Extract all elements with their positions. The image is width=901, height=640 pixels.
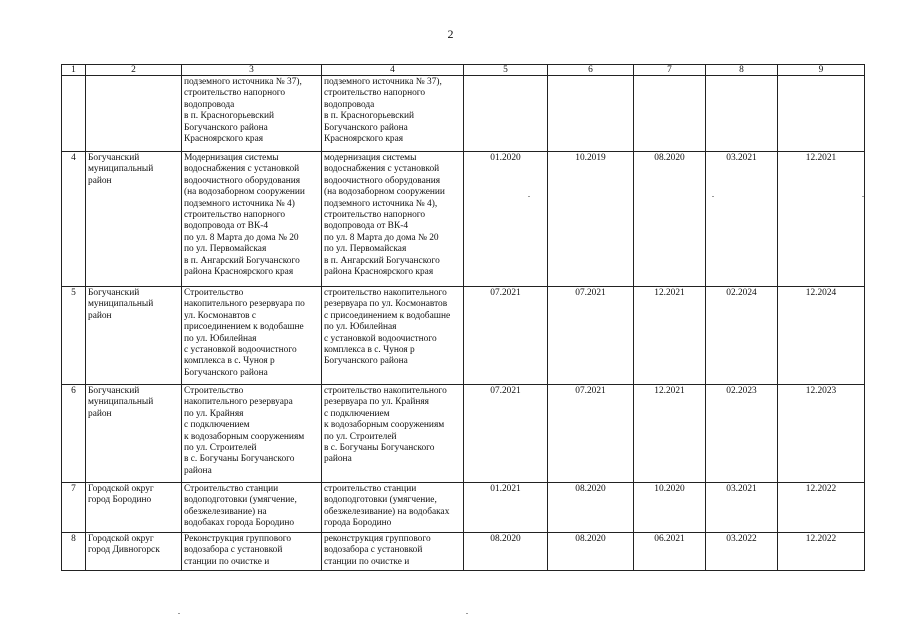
object-cell: Модернизация системы водоснабжения с установкой водоочистного оборудования (на водозаборном сооружении подземного источника № 4) строительство напорного водопровода от ВК-4 по ул. 8 Марта до дома № 20 по ул. Первомайская в п. Ангарский Богучанского района Красноярского края — [182, 152, 322, 287]
date-cell-9 — [778, 76, 865, 152]
page-number: 2 — [447, 27, 454, 41]
date-cell-8: 02.2023 — [706, 385, 778, 483]
col-header-2: 2 — [86, 65, 182, 76]
object-cell: Строительство накопительного резервуара по ул. Крайняя с подключением к водозаборным сооружениям по ул. Строителей в с. Богучаны Богучанского района — [182, 385, 322, 483]
date-cell-6: 07.2021 — [548, 287, 634, 385]
object-detail-cell: модернизация системы водоснабжения с установкой водоочистного оборудования (на водозаборном сооружении подземного источника № 4), строительство напорного водопровода от ВК-4 по ул. 8 Марта до дома № 20 по ул. Первомайская в п. Ангарский Богучанского района Красноярского края — [322, 152, 464, 287]
date-cell-8: 03.2021 — [706, 483, 778, 533]
object-cell: Строительство накопительного резервуара по ул. Космонавтов с присоединением к водобашне по ул. Юбилейная с установкой водоочистного комплекса в с. Чуноя р Богучанского района — [182, 287, 322, 385]
col-header-3: 3 — [182, 65, 322, 76]
date-cell-8: 03.2021 — [706, 152, 778, 287]
date-cell-6: 08.2020 — [548, 533, 634, 571]
col-header-8: 8 — [706, 65, 778, 76]
municipality-cell: Богучанский муниципальный район — [86, 385, 182, 483]
row-number: 5 — [62, 287, 86, 385]
date-cell-9: 12.2021 — [778, 152, 865, 287]
object-cell: Строительство станции водоподготовки (умягчение, обезжелезивание) на водобаках города Бородино — [182, 483, 322, 533]
row-number: 7 — [62, 483, 86, 533]
date-cell-7: 10.2020 — [634, 483, 706, 533]
date-cell-8: 02.2024 — [706, 287, 778, 385]
date-cell-9: 12.2024 — [778, 287, 865, 385]
table-row — [62, 483, 865, 533]
date-cell-7: 08.2020 — [634, 152, 706, 287]
date-cell-6: 08.2020 — [548, 483, 634, 533]
date-cell-6 — [548, 76, 634, 152]
date-cell-9: 12.2022 — [778, 533, 865, 571]
object-detail-cell: строительство накопительного резервуара по ул. Космонавтов с присоединением к водобашне по ул. Юбилейная с установкой водоочистного комплекса в с. Чуноя р Богучанского района — [322, 287, 464, 385]
date-cell-7: 06.2021 — [634, 533, 706, 571]
table-row — [62, 533, 865, 571]
table-row — [62, 287, 865, 385]
table-row — [62, 385, 865, 483]
col-header-6: 6 — [548, 65, 634, 76]
date-cell-5: 01.2020 — [464, 152, 548, 287]
municipality-cell: Богучанский муниципальный район — [86, 287, 182, 385]
object-detail-cell: строительство накопительного резервуара по ул. Крайняя с подключением к водозаборным сооружениям по ул. Строителей в с. Богучаны Богучанского района — [322, 385, 464, 483]
scan-speck — [712, 196, 714, 197]
table-row — [62, 76, 865, 152]
object-detail-cell: подземного источника № 37), строительство напорного водопровода в п. Красногорьевский Богучанского района Красноярского края — [322, 76, 464, 152]
scan-speck — [528, 196, 530, 197]
date-cell-8: 03.2022 — [706, 533, 778, 571]
date-cell-5: 07.2021 — [464, 385, 548, 483]
date-cell-5: 07.2021 — [464, 287, 548, 385]
date-cell-7: 12.2021 — [634, 287, 706, 385]
object-cell: Реконструкция группового водозабора с установкой станции по очистке и — [182, 533, 322, 571]
col-header-1: 1 — [62, 65, 86, 76]
row-number: 6 — [62, 385, 86, 483]
date-cell-5: 01.2021 — [464, 483, 548, 533]
date-cell-8 — [706, 76, 778, 152]
municipality-cell: Городской округ город Дивногорск — [86, 533, 182, 571]
date-cell-5: 08.2020 — [464, 533, 548, 571]
date-cell-5 — [464, 76, 548, 152]
col-header-9: 9 — [778, 65, 865, 76]
municipality-cell: Богучанский муниципальный район — [86, 152, 182, 287]
row-number — [62, 76, 86, 152]
object-cell: подземного источника № 37), строительство напорного водопровода в п. Красногорьевский Богучанского района Красноярского края — [182, 76, 322, 152]
object-detail-cell: реконструкция группового водозабора с установкой станции по очистке и — [322, 533, 464, 571]
scan-speck — [178, 613, 180, 614]
date-cell-7 — [634, 76, 706, 152]
row-number: 8 — [62, 533, 86, 571]
col-header-4: 4 — [322, 65, 464, 76]
object-table — [61, 64, 865, 571]
col-header-7: 7 — [634, 65, 706, 76]
col-header-5: 5 — [464, 65, 548, 76]
scan-speck — [466, 613, 468, 614]
date-cell-9: 12.2022 — [778, 483, 865, 533]
scan-speck — [862, 196, 864, 197]
date-cell-7: 12.2021 — [634, 385, 706, 483]
municipality-cell: Городской округ город Бородино — [86, 483, 182, 533]
date-cell-6: 07.2021 — [548, 385, 634, 483]
date-cell-6: 10.2019 — [548, 152, 634, 287]
municipality-cell — [86, 76, 182, 152]
date-cell-9: 12.2023 — [778, 385, 865, 483]
table-header-row — [62, 65, 865, 76]
table-row — [62, 152, 865, 287]
object-detail-cell: строительство станции водоподготовки (умягчение, обезжелезивание) на водобаках города Бородино — [322, 483, 464, 533]
row-number: 4 — [62, 152, 86, 287]
